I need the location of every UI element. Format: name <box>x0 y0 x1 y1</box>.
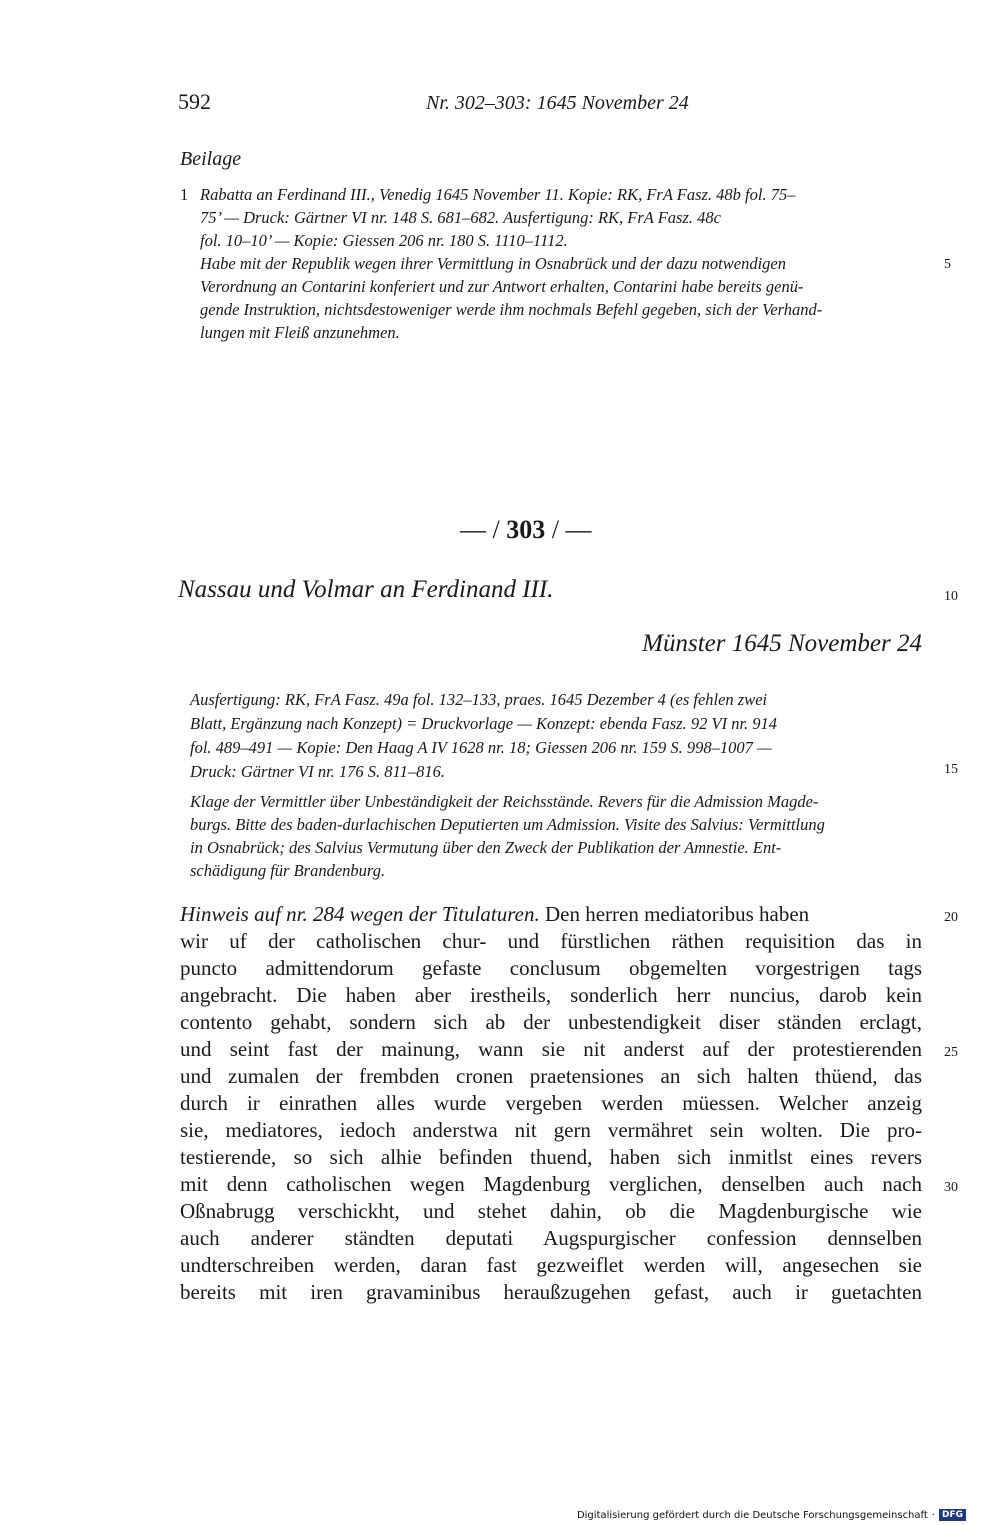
line-number-margin: 30 <box>944 1180 958 1195</box>
page-number: 592 <box>178 89 211 114</box>
beilage-line: 75’ — Druck: Gärtner VI nr. 148 S. 681–682. Ausfertigung: RK, FrA Fasz. 48c <box>200 208 721 227</box>
body-first-line <box>180 902 922 927</box>
body-line: und zumalen der frembden cronen praetensiones an sich halten thüend, das <box>180 1064 922 1088</box>
summary-line: burgs. Bitte des baden-durlachischen Deputierten um Admission. Visite des Salvius: Vermittlung <box>190 815 825 834</box>
body-line: puncto admittendorum gefaste conclusum obgemelten vorgestrigen tags <box>180 956 922 980</box>
body-line: undterschreiben werden, daran fast gezweiflet werden will, angesechen sie <box>180 1253 922 1277</box>
footer-separator: · <box>931 1509 935 1521</box>
beilage-line: Verordnung an Contarini konferiert und zur Antwort erhalten, Contarini habe bereits genü- <box>200 277 804 296</box>
summary-line: in Osnabrück; des Salvius Vermutung über den Zweck der Publikation der Amnestie. Ent- <box>190 838 782 857</box>
line-number-margin: 25 <box>944 1045 958 1060</box>
line-number-margin: 15 <box>944 762 958 777</box>
line-number-margin: 5 <box>944 257 951 272</box>
source-line: Blatt, Ergänzung nach Konzept) = Druckvorlage — Konzept: ebenda Fasz. 92 VI nr. 914 <box>190 714 778 733</box>
document-title: Nassau und Volmar an Ferdinand III. <box>178 576 554 603</box>
body-line: angebracht. Die haben aber irestheils, sonderlich herr nuncius, darob kein <box>180 983 922 1007</box>
body-line: Oßnabrugg verschickht, und stehet dahin, ob die Magdenburgische wie <box>180 1199 922 1223</box>
body-line: contento gehabt, sondern sich ab der unbestendigkeit diser ständen erclagt, <box>180 1010 922 1034</box>
beilage-item-number: 1 <box>180 185 189 204</box>
summary-line: schädigung für Brandenburg. <box>190 861 386 880</box>
source-line: Ausfertigung: RK, FrA Fasz. 49a fol. 132–133, praes. 1645 Dezember 4 (es fehlen zwei <box>190 690 768 709</box>
body-line: durch ir einrathen alles wurde vergeben werden müessen. Welcher anzeig <box>180 1091 922 1115</box>
digitization-footer <box>577 1509 966 1521</box>
beilage-line: gende Instruktion, nichtsdestoweniger werde ihm nochmals Befehl gegeben, sich der Verhand- <box>200 300 823 319</box>
body-line: und seint fast der mainung, wann sie nit anderst auf der protestierenden <box>180 1037 922 1061</box>
body-line: bereits mit iren gravaminibus heraußzugehen gefast, auch ir guetachten <box>180 1280 922 1304</box>
body-line: mit denn catholischen wegen Magdenburg verglichen, denselben auch nach <box>180 1172 922 1196</box>
beilage-line: Habe mit der Republik wegen ihrer Vermittlung in Osnabrück und der dazu notwendigen <box>200 254 786 273</box>
dfg-logo-icon: DFG <box>939 1509 966 1521</box>
beilage-line: Rabatta an Ferdinand III., Venedig 1645 November 11. Kopie: RK, FrA Fasz. 48b fol. 75– <box>200 185 796 204</box>
body-note: Hinweis auf nr. 284 wegen der Titulaturen. <box>180 902 540 926</box>
beilage-line: fol. 10–10’ — Kopie: Giessen 206 nr. 180 S. 1110–1112. <box>200 231 568 250</box>
document-number-prefix: — / <box>460 515 500 544</box>
place-date: Münster 1645 November 24 <box>642 630 922 657</box>
summary-line: Klage der Vermittler über Unbeständigkeit der Reichsstände. Revers für die Admission Magde- <box>190 792 819 811</box>
footer-text: Digitalisierung gefördert durch die Deutsche Forschungsgemeinschaft <box>576 1509 928 1521</box>
body-line: auch anderer ständten deputati Augspurgischer confession dennselben <box>180 1226 922 1250</box>
document-number <box>460 515 591 545</box>
body-line: sie, mediatores, iedoch anderstwa nit gern vermähret sein wolten. Die pro- <box>180 1118 922 1142</box>
document-number-suffix: / — <box>551 515 592 544</box>
source-line: Druck: Gärtner VI nr. 176 S. 811–816. <box>190 762 445 781</box>
beilage-heading: Beilage <box>180 148 242 170</box>
line-number-margin: 10 <box>944 589 958 604</box>
running-title: Nr. 302–303: 1645 November 24 <box>426 92 689 114</box>
line-number-margin: 20 <box>944 910 958 925</box>
beilage-line: lungen mit Fleiß anzunehmen. <box>200 323 400 342</box>
body-text: Den herren mediatoribus haben <box>539 902 810 926</box>
document-number-value: 303 <box>506 515 546 544</box>
source-line: fol. 489–491 — Kopie: Den Haag A IV 1628 nr. 18; Giessen 206 nr. 159 S. 998–1007 — <box>190 738 772 757</box>
body-line: testierende, so sich alhie befinden thuend, haben sich inmitlst eines revers <box>180 1145 922 1169</box>
body-line: wir uf der catholischen chur- und fürstlichen räthen requisition das in <box>180 929 922 953</box>
